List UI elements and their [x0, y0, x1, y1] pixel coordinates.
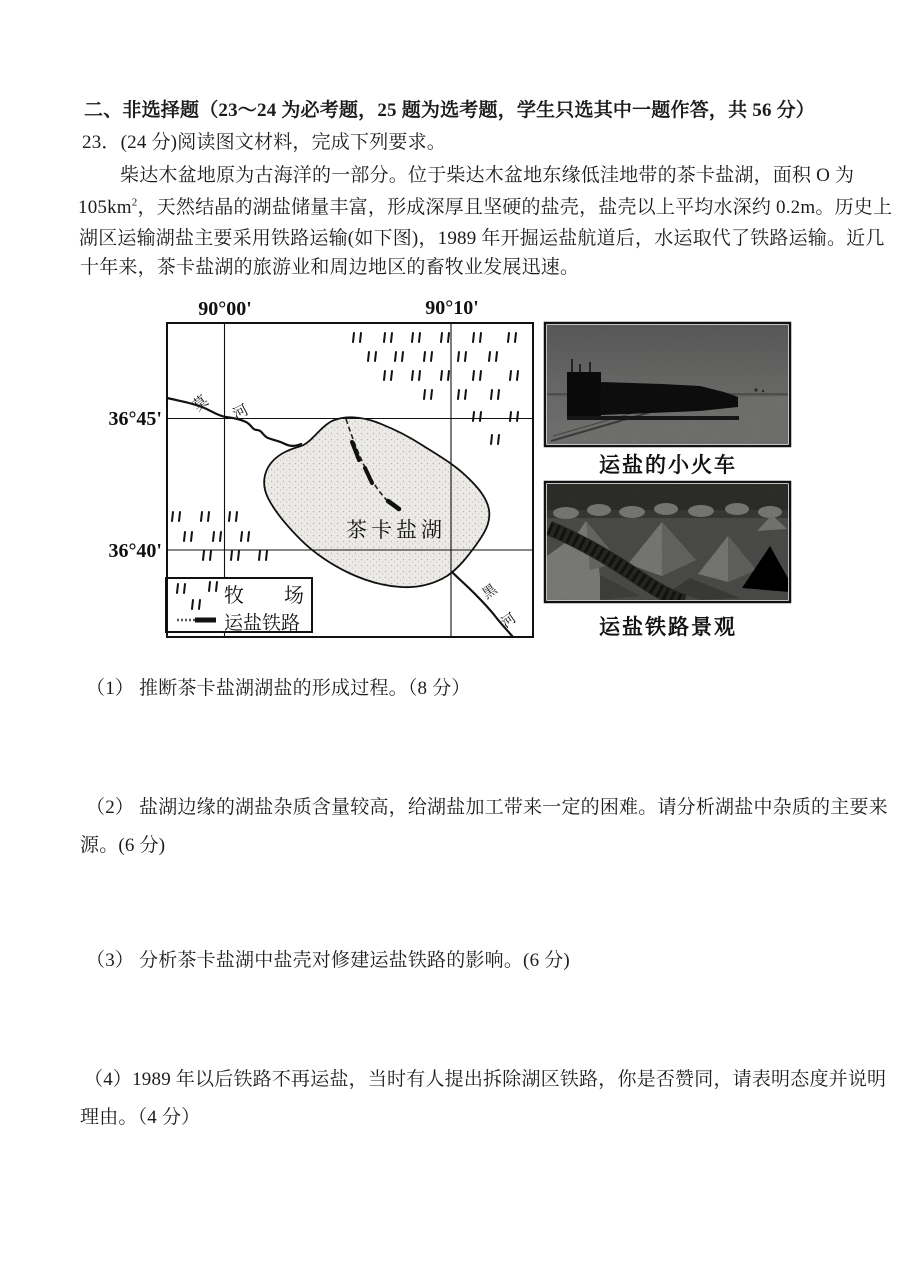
south-river-label-char-1: 黑 — [480, 582, 501, 603]
pasture-symbol — [473, 412, 481, 421]
lake-label: 茶卡盐湖 — [346, 518, 446, 542]
pasture-symbol — [353, 333, 361, 342]
superscript-2: 2 — [131, 196, 138, 209]
photo-salt-train-caption: 运盐的小火车 — [599, 453, 737, 477]
question-4-line-1: （4）1989 年以后铁路不再运盐，当时有人提出拆除湖区铁路，你是否赞同，请表明态度并说明 — [84, 1069, 887, 1090]
pasture-symbol — [441, 371, 449, 380]
pasture-symbol — [231, 551, 239, 560]
pasture-symbol — [384, 333, 392, 342]
legend-railway-label: 运盐铁路 — [224, 613, 301, 634]
paragraph-line-2-rest: ，天然结晶的湖盐储量丰富，形成深厚且坚硬的盐壳，盐壳以上平均水深约 0.2m。历史上 — [137, 197, 893, 218]
pasture-symbol — [259, 551, 267, 560]
north-river-label-char-1: 莫 — [190, 393, 212, 415]
pasture-symbol — [172, 512, 180, 521]
question-1: （1） 推断茶卡盐湖湖盐的形成过程。（8 分） — [86, 678, 471, 699]
pasture-symbol — [424, 390, 432, 399]
map — [108, 297, 533, 637]
area-value: 105km — [78, 197, 132, 218]
pasture-symbol — [412, 371, 420, 380]
question-2-line-1: （2） 盐湖边缘的湖盐杂质含量较高，给湖盐加工带来一定的困难。请分析湖盐中杂质的主要来 — [86, 797, 888, 818]
lon-label-right: 90°10' — [425, 297, 479, 319]
paragraph-line-3: 湖区运输湖盐主要采用铁路运输(如下图)，1989 年开掘运盐航道后，水运取代了铁路运输。近几 — [79, 228, 885, 249]
legend-pasture-label: 牧 场 — [224, 585, 304, 607]
photo-salt-railway — [545, 482, 790, 602]
pasture-symbol — [473, 371, 481, 380]
question-23-intro: 23．(24 分)阅读图文材料，完成下列要求。 — [82, 132, 447, 153]
paragraph-line-1: 柴达木盆地原为古海洋的一部分。位于柴达木盆地东缘低洼地带的茶卡盐湖，面积 O 为 — [120, 165, 855, 186]
pasture-symbol — [508, 333, 516, 342]
paragraph-line-2 — [78, 197, 892, 219]
pasture-symbol — [458, 390, 466, 399]
pasture-symbol — [203, 551, 211, 560]
pasture-symbol — [491, 435, 499, 444]
north-river-label-char-2: 河 — [230, 402, 252, 424]
pasture-symbol — [395, 352, 403, 361]
pasture-symbol — [510, 412, 518, 421]
salt-lake-shape — [264, 417, 489, 587]
pasture-symbol — [241, 532, 249, 541]
lon-label-left: 90°00' — [198, 298, 252, 320]
pasture-symbol — [229, 512, 237, 521]
pasture-symbol — [473, 333, 481, 342]
pasture-symbol — [491, 390, 499, 399]
question-3: （3） 分析茶卡盐湖中盐壳对修建运盐铁路的影响。(6 分) — [86, 950, 570, 971]
section-header: 二、非选择题（23～24 为必考题，25 题为选考题，学生只选其中一题作答，共 56 分） — [84, 100, 816, 121]
pasture-symbol — [489, 352, 497, 361]
pasture-symbol — [510, 371, 518, 380]
pasture-symbol — [412, 333, 420, 342]
pasture-symbol — [368, 352, 376, 361]
question-2-line-2: 源。(6 分) — [80, 835, 166, 856]
map-legend — [166, 578, 312, 634]
photo-salt-train — [545, 323, 790, 446]
pasture-symbol — [441, 333, 449, 342]
south-river-label-char-2: 河 — [499, 611, 520, 632]
pasture-symbol — [201, 512, 209, 521]
pasture-symbol — [213, 532, 221, 541]
figure-map-and-photos — [90, 294, 800, 650]
pasture-symbol — [184, 532, 192, 541]
lat-label-bottom: 36°40' — [108, 540, 162, 562]
pasture-symbol — [424, 352, 432, 361]
photo-salt-railway-caption: 运盐铁路景观 — [599, 615, 737, 639]
pasture-symbol — [384, 371, 392, 380]
pasture-symbol — [458, 352, 466, 361]
paragraph-line-4: 十年来，茶卡盐湖的旅游业和周边地区的畜牧业发展迅速。 — [80, 257, 580, 278]
lat-label-top: 36°45' — [108, 408, 162, 430]
north-river — [167, 398, 301, 446]
question-4-line-2: 理由。（4 分） — [80, 1107, 201, 1128]
